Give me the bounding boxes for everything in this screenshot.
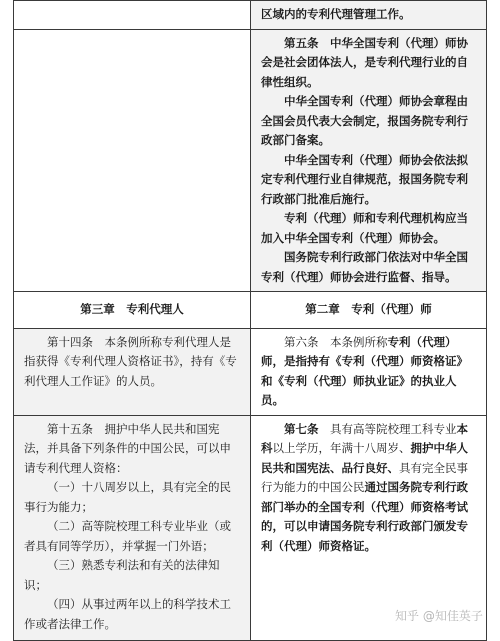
table-row	[14, 29, 487, 292]
article-5-para-4: 专利（代理）师和专利代理机构应当加入中华全国专利（代理）师协会。	[261, 211, 468, 245]
article-14-text: 第十四条 本条例所称专利代理人是指获得《专利代理人资格证书》，持有《专利代理人工作证》的人员。	[24, 334, 237, 388]
chapter-left-heading: 第三章 专利代理人	[14, 292, 251, 329]
table-row	[14, 1, 487, 30]
article-7-seg: 具有完全民事行为能力的中国公民	[261, 460, 468, 494]
article-7-seg: 以上学历，年满十八周岁、	[272, 441, 411, 455]
article-7-seg: 具有高等院校理工科专业	[318, 421, 457, 436]
article-15-item-4: （四）从事过两年以上的科学技术工作或者法律工作。	[24, 597, 231, 631]
table-row	[14, 328, 487, 415]
article-15-item-3: （三）熟悉专利法和有关的法律知识；	[24, 558, 220, 592]
article-5-para-1: 第五条 中华全国专利（代理）师协会是社会团体法人，是专利代理行业的自律性组织。	[261, 35, 468, 89]
article-6-text	[261, 333, 476, 411]
article-5-para-5: 国务院专利行政部门依法对中华全国专利（代理）师协会进行监督、指导。	[261, 250, 468, 284]
article-7-seg: 第七条	[284, 421, 319, 436]
chapter-right-heading: 第二章 专利（代理）师	[251, 292, 487, 329]
article-7-seg: 通过国务院专利行政部门举办的全国专利（代理）师资格考试的，可以申请国务院专利行政部门颁发专利（代理）师资格证。	[261, 480, 468, 553]
article-5-cell	[251, 29, 487, 292]
article-15-item-1: （一）十八周岁以上，具有完全的民事行为能力；	[24, 480, 231, 514]
article-7-seg: 拥护中华人民共和国宪法、品行良好、	[261, 441, 468, 475]
article-5-para-2: 中华全国专利（代理）师协会章程由全国会员代表大会制定，报国务院专利行政部门备案。	[261, 94, 468, 147]
article-7-seg: 本科	[261, 421, 468, 455]
article-15-cell	[14, 415, 251, 640]
article-7-text	[261, 420, 476, 557]
left-cell-empty	[14, 1, 251, 30]
zhihu-watermark: 知乎 @知佳英子	[395, 609, 483, 623]
continuation-text: 区域内的专利代理管理工作。	[261, 7, 411, 21]
article-14-cell	[14, 328, 251, 415]
left-cell-empty	[14, 29, 251, 292]
article-5-para-3: 中华全国专利（代理）师协会依法拟定专利代理行业自律规范，报国务院专利行政部门批准后施行。	[261, 152, 468, 206]
chapter-header-row	[14, 292, 487, 329]
article-15-para-1: 第十五条 拥护中华人民共和国宪法，并具备下列条件的中国公民，可以申请专利代理人资格：	[24, 421, 231, 475]
comparison-table	[13, 0, 487, 641]
right-cell-continuation	[251, 1, 487, 30]
article-15-item-2: （二）高等院校理工科专业毕业（或者具有同等学历），并掌握一门外语；	[24, 519, 231, 553]
article-6-bold: 专利（代理）师，是指持有《专利（代理）师资格证》和《专利（代理）师执业证》的执业人员。	[261, 334, 468, 407]
article-6-cell	[251, 328, 487, 415]
article-6-prefix: 第六条 本条例所称	[284, 334, 388, 349]
